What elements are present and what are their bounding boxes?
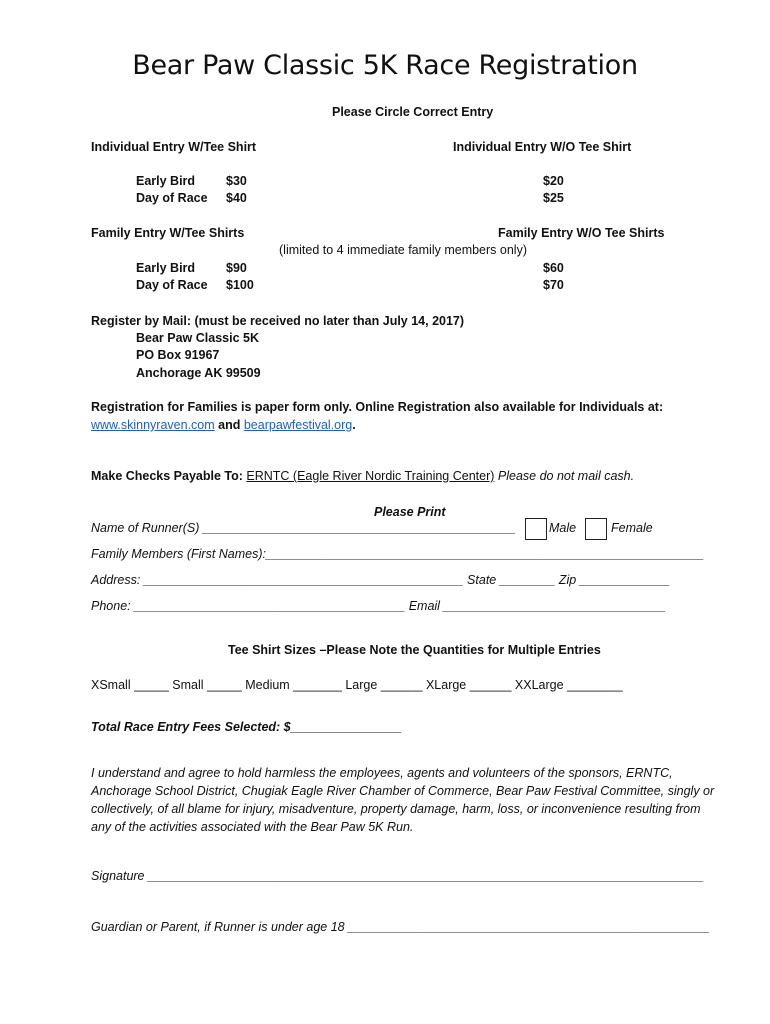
checks-label: Make Checks Payable To: — [91, 469, 243, 483]
checks-note: Please do not mail cash. — [497, 469, 635, 483]
phone-email-field[interactable]: Phone: _______________________________________ Email ________________________________ — [91, 599, 666, 613]
individual-notee-day-price: $25 — [543, 191, 564, 205]
signature-field[interactable]: Signature ________________________________________________________________________________ — [91, 869, 705, 883]
online-links-line: www.skinnyraven.com and bearpawfestival.org. — [91, 418, 356, 432]
individual-with-tee-heading: Individual Entry W/Tee Shirt — [91, 140, 257, 154]
tee-sizes-heading: Tee Shirt Sizes –Please Note the Quantities for Multiple Entries — [228, 643, 601, 657]
family-limit-note: (limited to 4 immediate family members only) — [279, 243, 527, 257]
individual-tee-day-price: $40 — [226, 191, 247, 205]
checks-payee: ERNTC (Eagle River Nordic Training Center) — [246, 469, 495, 483]
female-checkbox[interactable] — [585, 518, 607, 540]
skinnyraven-link[interactable]: www.skinnyraven.com — [91, 418, 215, 432]
individual-notee-early-price: $20 — [543, 174, 564, 188]
early-bird-label: Early Bird — [136, 261, 196, 275]
male-checkbox[interactable] — [525, 518, 547, 540]
total-fees-line[interactable] — [91, 720, 402, 734]
guardian-signature-field[interactable]: Guardian or Parent, if Runner is under age 18 ____________________________________________________ — [91, 920, 710, 934]
checks-line — [91, 469, 634, 483]
mail-address-line1: Bear Paw Classic 5K — [136, 331, 259, 345]
liability-waiver: I understand and agree to hold harmless the employees, agents and volunteers of the sponsors, ERNTC, Anchorage School District, Chugiak Eagle River Chamber of Commerce, Bear Paw Festival Committee, singly or collectively, of all blame for injury, misadventure, property damage, harm, loss, or inconvenience resulting from any of the activities associated with the Bear Paw 5K Run. — [91, 766, 715, 834]
family-members-field[interactable]: Family Members (First Names):_______________________________________________________________ — [91, 547, 704, 561]
family-tee-day-price: $100 — [226, 278, 254, 292]
male-label: Male — [549, 521, 577, 535]
and-text: and — [218, 418, 241, 432]
early-bird-label: Early Bird — [136, 174, 196, 188]
circle-entry-note: Please Circle Correct Entry — [332, 105, 494, 119]
tee-sizes-fields[interactable]: XSmall _____ Small _____ Medium _______ Large ______ XLarge ______ XXLarge ________ — [91, 678, 623, 692]
mail-address-line2: PO Box 91967 — [136, 348, 220, 362]
family-without-tee-heading: Family Entry W/O Tee Shirts — [498, 226, 665, 240]
family-tee-early-price: $90 — [226, 261, 247, 275]
bearpawfestival-link[interactable]: bearpawfestival.org — [243, 418, 353, 432]
total-fees-blank[interactable]: ________________ — [290, 720, 402, 734]
day-of-race-label: Day of Race — [136, 278, 208, 292]
total-fees-label: Total Race Entry Fees Selected: $ — [91, 720, 291, 734]
mail-heading: Register by Mail: (must be received no later than July 14, 2017) — [91, 314, 465, 328]
runner-name-field[interactable]: Name of Runner(S) _____________________________________________ — [91, 521, 516, 535]
family-notee-early-price: $60 — [543, 261, 564, 275]
individual-without-tee-heading: Individual Entry W/O Tee Shirt — [453, 140, 632, 154]
female-label: Female — [611, 521, 653, 535]
family-with-tee-heading: Family Entry W/Tee Shirts — [91, 226, 245, 240]
individual-tee-early-price: $30 — [226, 174, 247, 188]
address-field[interactable]: Address: ______________________________________________ State ________ Zip _____________ — [91, 573, 671, 587]
day-of-race-label: Day of Race — [136, 191, 208, 205]
page-title: Bear Paw Classic 5K Race Registration — [132, 50, 638, 81]
family-notee-day-price: $70 — [543, 278, 564, 292]
online-registration-text: Registration for Families is paper form only. Online Registration also available for Individuals at: — [91, 400, 664, 414]
please-print-label: Please Print — [374, 505, 446, 519]
mail-address-line3: Anchorage AK 99509 — [136, 366, 261, 380]
